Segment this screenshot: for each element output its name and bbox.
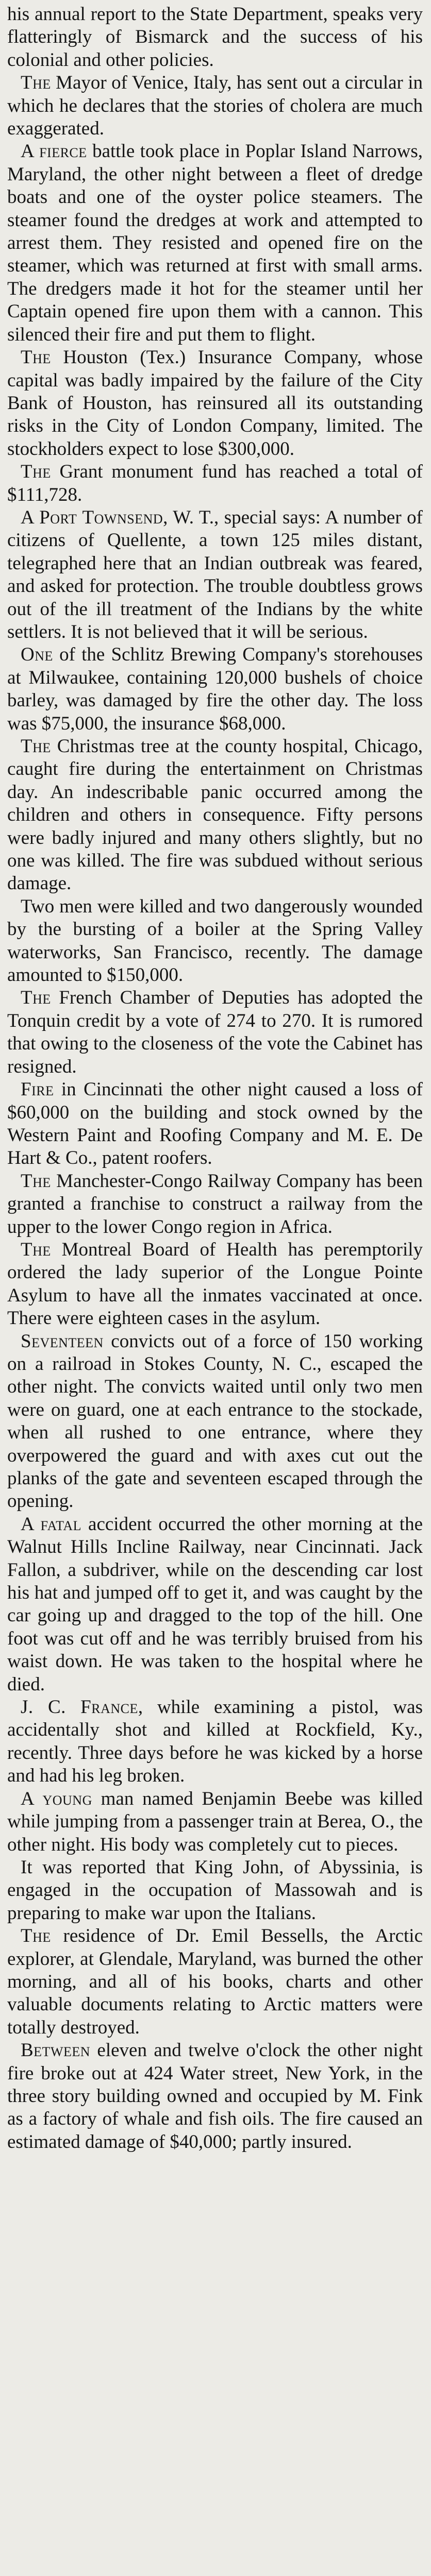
news-item-lead: The (21, 1239, 51, 1260)
news-item (7, 1239, 423, 1330)
news-item-text: accident occurred the other morning at the Walnut Hills Incline Railway, near Cincinnati. Jack Fallon, a subdriver, while on the descending car lost his hat and jumped off to get it, and was caught by the car going up and dragged to the top of the hill. One foot was cut off and he was terribly bruised from his waist down. He was taken to the hospital where he died. (7, 1513, 423, 1695)
news-item-text: battle took place in Poplar Island Narrows, Maryland, the other night between a fleet of dredge boats and one of the oyster police steamers. The steamer found the dredges at work and attempted to arrest them. They resisted and opened fire on the steamer, which was returned at first with small arms. The dredgers made it hot for the steamer until her Captain opened fire upon them with a cannon. This silenced their fire and put them to flight. (7, 141, 423, 345)
news-item-lead: One (21, 644, 53, 666)
news-item-text: eleven and twelve o'clock the other night fire broke out at 424 Water street, New York, in the three story building owned and occupied by M. Fink as a factory of whale and fish oils. The fire caused an estimated damage of $40,000; partly insured. (7, 2040, 423, 2153)
news-item-text: of the Schlitz Brewing Company's storehouses at Milwaukee, containing 120,000 bushels of choice barley, was damaged by fire the other day. The loss was $75,000, the insurance $68,000. (7, 644, 423, 734)
news-item-lead: Between (21, 2040, 91, 2061)
news-item-lead: J. C. France (21, 1697, 138, 1718)
news-item-lead: The (21, 1925, 51, 1947)
news-item-text: , W. T., special says: A number of citizens of Quellente, a town 125 miles distant, telegraphed here that an Indian outbreak was feared, and asked for protection. The trouble doubtless grows out of the ill treatment of the Indians by the white settlers. It is not believed that it will be serious. (7, 506, 423, 642)
news-item-text: Houston (Tex.) Insurance Company, whose capital was badly impaired by the failure of the City Bank of Houston, has reinsured all its outstanding risks in the City of London Company, limited. The stockholders expect to lose $300,000. (7, 347, 423, 460)
news-item-lead: Seventeen (21, 1330, 104, 1352)
news-item (7, 3, 423, 72)
news-item-text: in Cincinnati the other night caused a loss of $60,000 on the building and stock owned by the Western Paint and Roofing Company and M. E. De Hart & Co., patent roofers. (7, 1079, 423, 1169)
news-item-lead: The (21, 736, 51, 757)
news-item-text: Christmas tree at the county hospital, Chicago, caught fire during the entertainment on Christmas day. An indescribable panic occurred among the children and others in consequence. Fifty persons were badly injured and many others slightly, but no one was killed. The fire was subdued without serious damage. (7, 736, 423, 894)
news-item-lead: The (21, 1170, 51, 1192)
news-item-text: Montreal Board of Health has peremptorily ordered the lady superior of the Longue Pointe Asylum to have all the inmates vaccinated at once. There were eighteen cases in the asylum. (7, 1239, 423, 1329)
news-item-text: Mayor of Venice, Italy, has sent out a circular in which he declares that the stories of cholera are much exaggerated. (7, 72, 423, 140)
news-item-lead: The (21, 72, 51, 94)
news-item (7, 1330, 423, 1513)
news-item (7, 461, 423, 506)
news-item-text: Manchester-Congo Railway Company has been granted a franchise to construct a railway from the upper to the lower Congo region in Africa. (7, 1170, 423, 1238)
news-item-text: It was reported that King John, of Abyssinia, is engaged in the occupation of Massowah and is preparing to make war upon the Italians. (7, 1856, 423, 1924)
news-item-lead: The (21, 347, 51, 368)
news-item (7, 895, 423, 987)
news-item (7, 506, 423, 643)
news-item (7, 140, 423, 346)
news-item-lead: A Port Townsend (21, 506, 163, 528)
news-item-lead: The (21, 461, 51, 483)
news-item-lead: A fatal (21, 1513, 82, 1535)
news-item (7, 72, 423, 140)
news-item-text: , while examining a pistol, was accidentally shot and killed at Rockfield, Ky., recently. Three days before he was kicked by a horse and had his leg broken. (7, 1697, 423, 1787)
news-item (7, 1856, 423, 1925)
news-item (7, 735, 423, 895)
news-item (7, 1925, 423, 2039)
news-item (7, 987, 423, 1078)
news-item-lead: The (21, 987, 51, 1009)
news-item-lead: A young (21, 1788, 92, 1809)
news-column (7, 3, 423, 2154)
news-item (7, 1078, 423, 1170)
news-item (7, 1788, 423, 1856)
news-item (7, 643, 423, 735)
news-item (7, 1696, 423, 1788)
news-item-lead: A fierce (21, 141, 87, 162)
news-item-text: man named Benjamin Beebe was killed while jumping from a passenger train at Berea, O., the other night. His body was completely cut to pieces. (7, 1788, 423, 1855)
news-item-text: his annual report to the State Department, speaks very flatteringly of Bismarck and the success of his colonial and other policies. (7, 4, 423, 71)
news-item-text: Grant monument fund has reached a total of $111,728. (7, 461, 423, 505)
news-item-lead: Fire (21, 1079, 54, 1100)
news-item (7, 1513, 423, 1696)
news-item-text: French Chamber of Deputies has adopted the Tonquin credit by a vote of 274 to 270. It is rumored that owing to the closeness of the vote the Cabinet has resigned. (7, 987, 423, 1077)
news-item-text: residence of Dr. Emil Bessells, the Arctic explorer, at Glendale, Maryland, was burned the other morning, and all of his books, charts and other valuable documents relating to Arctic matters were totally destroyed. (7, 1925, 423, 2038)
news-item-text: Two men were killed and two dangerously wounded by the bursting of a boiler at the Spring Valley waterworks, San Francisco, recently. The damage amounted to $150,000. (7, 895, 423, 986)
news-item (7, 346, 423, 461)
news-item (7, 2039, 423, 2154)
news-item (7, 1170, 423, 1239)
news-item-text: convicts out of a force of 150 working on a railroad in Stokes County, N. C., escaped the other night. The convicts waited until only two men were on guard, one at each entrance to the stockade, when all rushed to one entrance, where they overpowered the guard and with axes cut out the planks of the gate and seventeen escaped through the opening. (7, 1330, 423, 1512)
